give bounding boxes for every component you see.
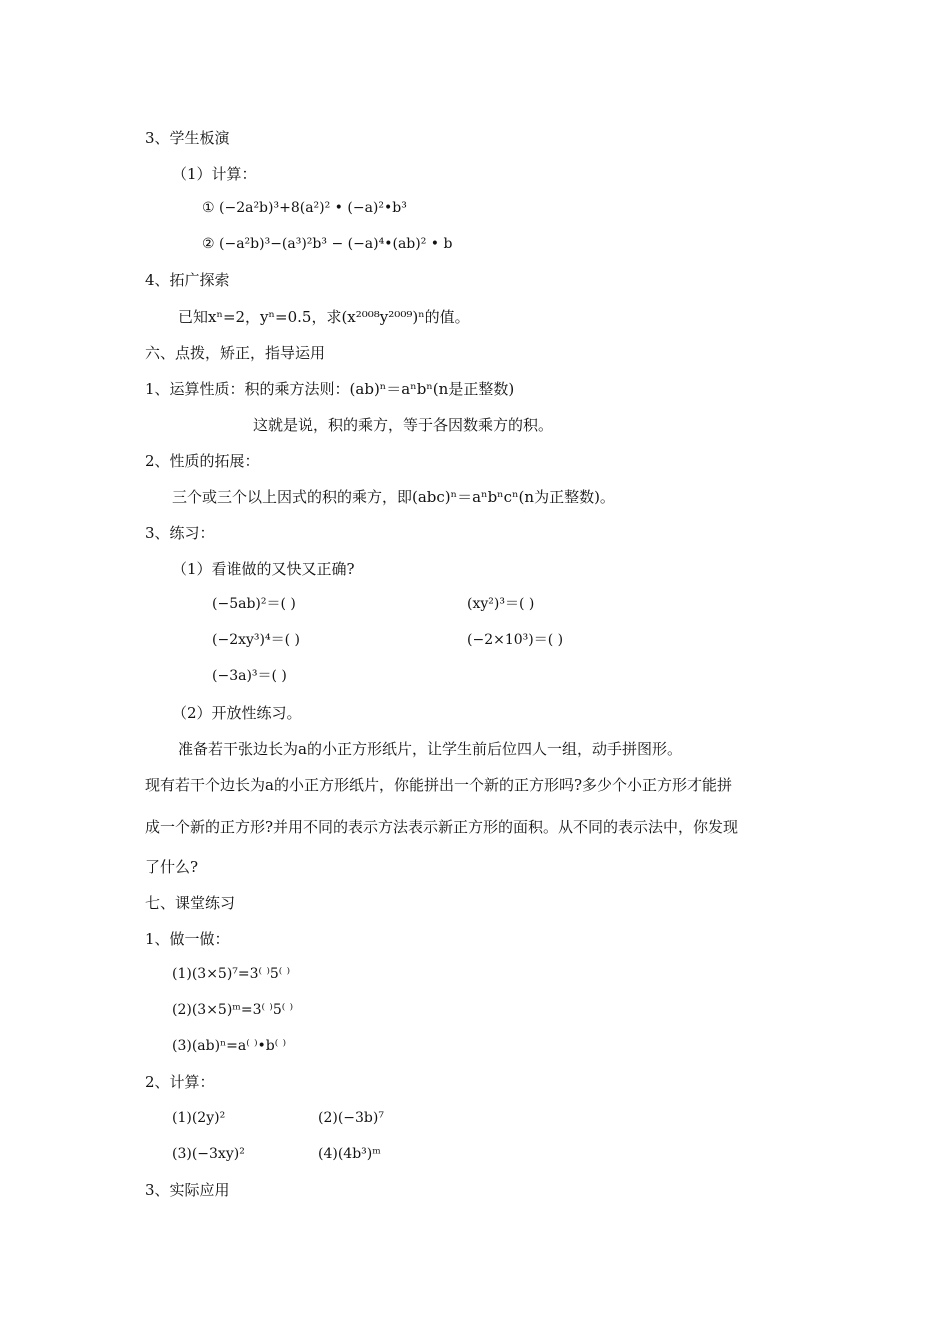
calculate-item: (3)(−3xy)² bbox=[172, 1146, 245, 1162]
calc-item-2: ② (−a²b)³−(a³)²b³ − (−a)⁴•(ab)² • b bbox=[202, 236, 453, 252]
property-1-note: 这就是说，积的乘方，等于各因数乘方的积。 bbox=[253, 416, 554, 434]
practice-item: (−3a)³＝( ) bbox=[212, 668, 287, 684]
practice-item: (−5ab)²＝( ) bbox=[212, 596, 296, 612]
calculate-item: (2)(−3b)⁷ bbox=[318, 1110, 384, 1126]
calculate-item: (4)(4b³)ᵐ bbox=[318, 1146, 381, 1162]
practice-item: (−2×10³)＝( ) bbox=[467, 632, 564, 648]
do-it-item: (2)(3×5)ᵐ=3⁽ ⁾5⁽ ⁾ bbox=[172, 1002, 294, 1018]
calc-item-1: ① (−2a²b)³+8(a²)² • (−a)²•b³ bbox=[202, 200, 407, 216]
practice-2-title: （2）开放性练习。 bbox=[172, 704, 302, 722]
practice-1-title: （1）看谁做的又快又正确? bbox=[172, 560, 355, 578]
application-title: 3、实际应用 bbox=[145, 1181, 230, 1199]
do-it-item: (3)(ab)ⁿ=a⁽ ⁾•b⁽ ⁾ bbox=[172, 1038, 287, 1054]
do-it-item: (1)(3×5)⁷=3⁽ ⁾5⁽ ⁾ bbox=[172, 966, 291, 982]
section-6-title: 六、点拨，矫正，指导运用 bbox=[145, 344, 326, 362]
property-2-title: 2、性质的拓展： bbox=[145, 452, 260, 470]
do-it-title: 1、做一做： bbox=[145, 930, 230, 948]
calculate-title: 2、计算： bbox=[145, 1073, 215, 1091]
practice-item: (xy²)³＝( ) bbox=[467, 596, 535, 612]
practice-2-paragraph: 准备若干张边长为a的小正方形纸片，让学生前后位四人一组，动手拼图形。 bbox=[178, 740, 682, 758]
section-4-text: 已知xⁿ=2，yⁿ=0.5，求(x²⁰⁰⁸y²⁰⁰⁹)ⁿ的值。 bbox=[178, 308, 470, 326]
practice-title: 3、练习： bbox=[145, 524, 215, 542]
calc-intro: （1）计算： bbox=[172, 165, 257, 183]
property-2-text: 三个或三个以上因式的积的乘方，即(abc)ⁿ＝aⁿbⁿcⁿ(n为正整数)。 bbox=[172, 488, 615, 506]
calculate-item: (1)(2y)² bbox=[172, 1110, 226, 1126]
practice-2-paragraph: 成一个新的正方形?并用不同的表示方法表示新正方形的面积。从不同的表示法中，你发现 bbox=[145, 818, 739, 836]
practice-2-paragraph: 了什么? bbox=[145, 858, 199, 876]
section-3-title: 3、学生板演 bbox=[145, 129, 230, 147]
section-4-title: 4、拓广探索 bbox=[145, 271, 230, 289]
section-7-title: 七、课堂练习 bbox=[145, 894, 236, 912]
practice-item: (−2xy³)⁴＝( ) bbox=[212, 632, 300, 648]
property-1: 1、运算性质：积的乘方法则：(ab)ⁿ＝aⁿbⁿ(n是正整数) bbox=[145, 380, 515, 398]
practice-2-paragraph: 现有若干个边长为a的小正方形纸片，你能拼出一个新的正方形吗?多少个小正方形才能拼 bbox=[145, 776, 732, 794]
